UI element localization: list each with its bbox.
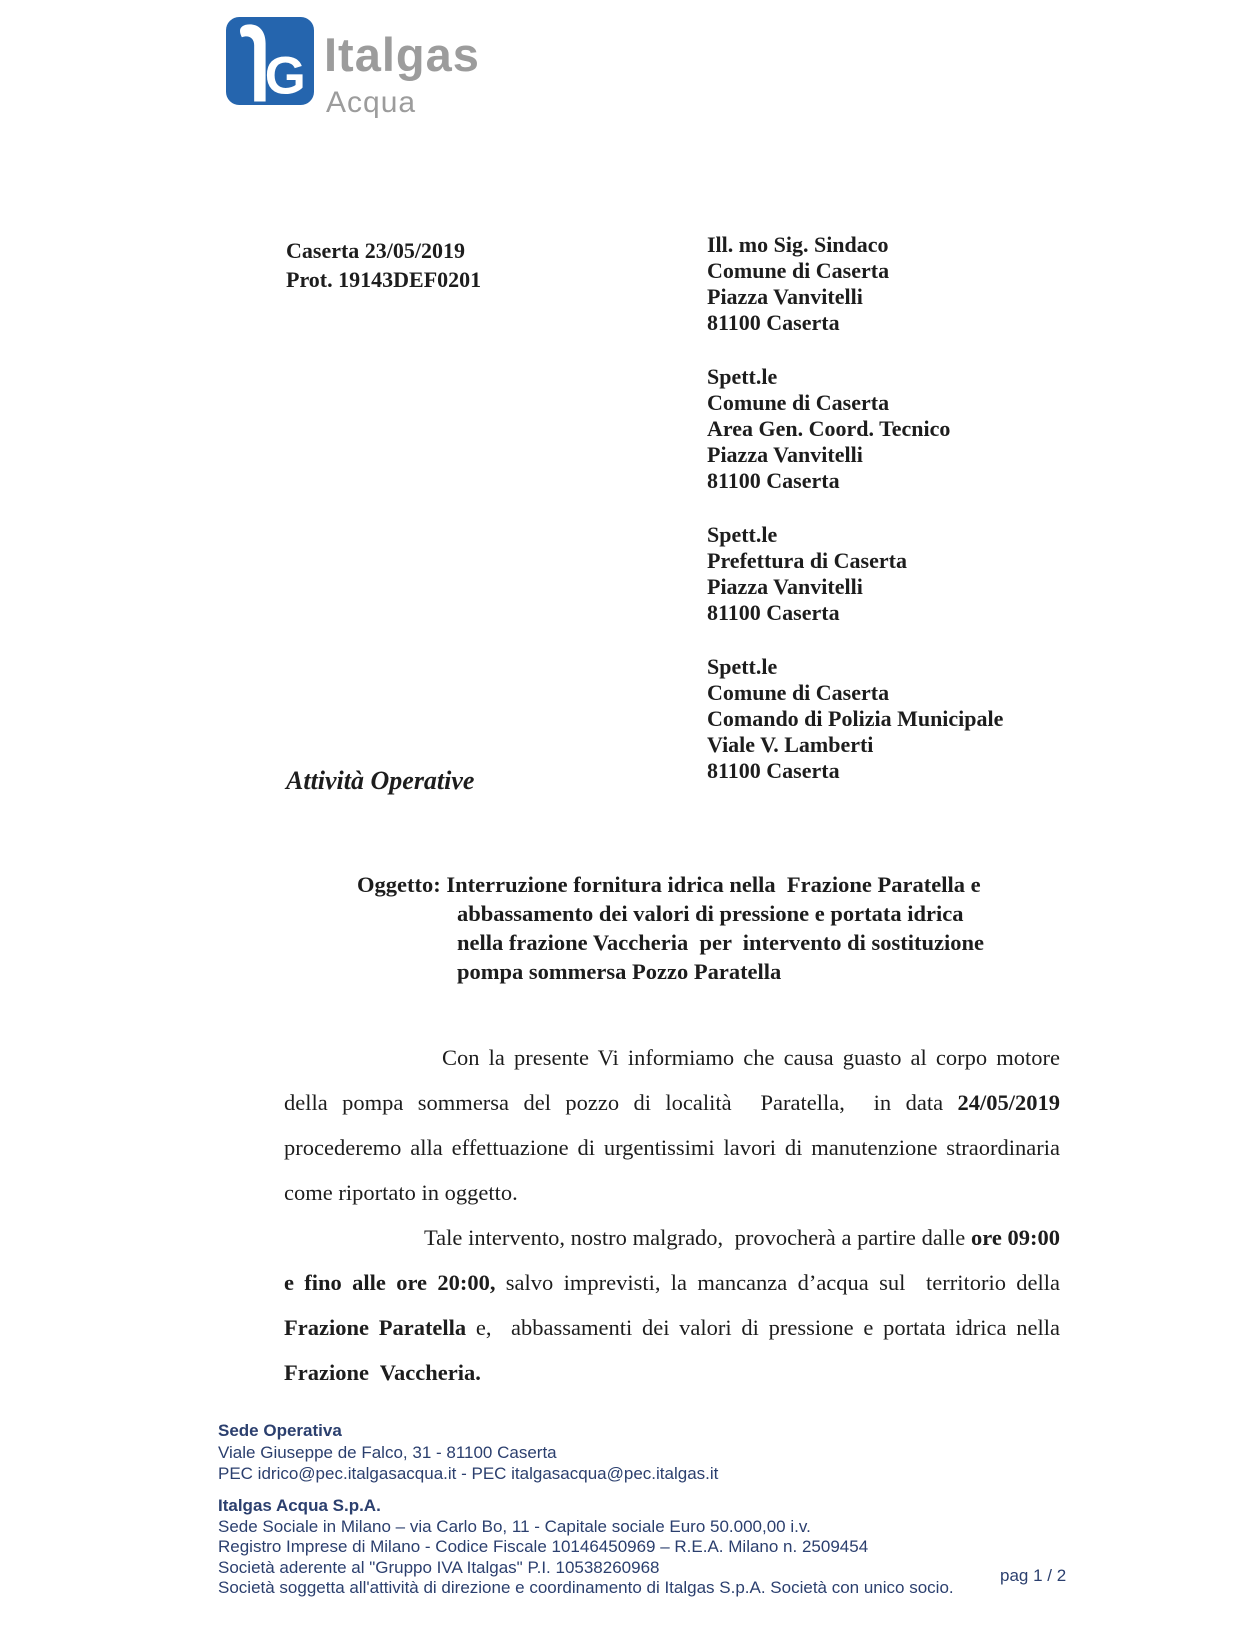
recipient-line: Spett.le: [707, 654, 778, 679]
recipient-line: 81100 Caserta: [707, 310, 840, 335]
recipient-block-polizia-municipale: [707, 654, 1003, 784]
recipient-line: Piazza Vanvitelli: [707, 284, 863, 309]
date-line: Caserta 23/05/2019: [286, 238, 466, 263]
subject-line: pompa sommersa Pozzo Paratella: [457, 959, 782, 984]
recipient-line: Spett.le: [707, 364, 778, 389]
protocol-line: Prot. 19143DEF0201: [286, 267, 482, 292]
recipient-block-area-tecnica: [707, 364, 1003, 494]
logo-wordmark: [324, 16, 480, 120]
recipient-line: Comando di Polizia Municipale: [707, 706, 1004, 731]
footer-sede-operativa: [218, 1420, 718, 1485]
footer-line: Sede Sociale in Milano – via Carlo Bo, 11 - Capitale sociale Euro 50.000,00 i.v.: [218, 1516, 811, 1536]
subject-line: Oggetto: Interruzione fornitura idrica nella Frazione Paratella e: [357, 872, 981, 897]
footer-sede-title: Sede Operativa: [218, 1421, 342, 1440]
subject-block: [357, 870, 984, 986]
footer-sede-lines: [218, 1442, 718, 1485]
recipient-line: Area Gen. Coord. Tecnico: [707, 416, 951, 441]
recipient-block-prefettura: [707, 522, 1003, 626]
footer-line: PEC idrico@pec.italgasacqua.it - PEC italgasacqua@pec.italgas.it: [218, 1464, 719, 1483]
footer-line: Società aderente al "Gruppo IVA Italgas" P.I. 10538260968: [218, 1557, 660, 1577]
footer-company-title: Italgas Acqua S.p.A.: [218, 1496, 381, 1515]
logo-sub-text: Acqua: [326, 86, 417, 119]
recipient-line: Piazza Vanvitelli: [707, 442, 863, 467]
recipient-line: Comune di Caserta: [707, 680, 890, 705]
recipient-line: Spett.le: [707, 522, 778, 547]
recipient-list: [707, 232, 1003, 784]
footer-company-info: [218, 1496, 954, 1599]
recipient-line: Comune di Caserta: [707, 258, 890, 283]
letter-body: [284, 1035, 1072, 1395]
letter-head: [286, 236, 481, 294]
footer-line: Registro Imprese di Milano - Codice Fiscale 10146450969 – R.E.A. Milano n. 2509454: [218, 1537, 869, 1556]
company-logo: [226, 16, 480, 120]
recipient-line: Comune di Caserta: [707, 390, 890, 415]
section-heading: Attività Operative: [286, 766, 475, 795]
recipient-line: 81100 Caserta: [707, 468, 840, 493]
footer-line: Viale Giuseppe de Falco, 31 - 81100 Caserta: [218, 1442, 557, 1462]
page-number: pag 1 / 2: [1000, 1566, 1067, 1585]
logo-monogram-letter: G: [264, 46, 306, 106]
subject-line: nella frazione Vaccheria per intervento di sostituzione: [457, 930, 985, 955]
recipient-line: 81100 Caserta: [707, 758, 840, 783]
recipient-line: 81100 Caserta: [707, 600, 840, 625]
logo-brand-text: Italgas: [324, 28, 480, 81]
recipient-line: Piazza Vanvitelli: [707, 574, 863, 599]
recipient-line: Prefettura di Caserta: [707, 548, 907, 573]
body-paragraph-2: Tale intervento, nostro malgrado, provocherà a partire dalle ore 09:00 e fino alle ore 20:00, salvo imprevisti, la mancanza d’acqua sul territorio della Frazione Paratella e, abbassamenti dei valori di pressione e portata idrica nella Frazione Vaccheria.: [284, 1225, 1072, 1385]
recipient-line: Ill. mo Sig. Sindaco: [707, 232, 889, 257]
italgas-logo-icon: [226, 16, 314, 106]
recipient-line: Viale V. Lamberti: [707, 732, 874, 757]
footer-line: Società soggetta all'attività di direzione e coordinamento di Italgas S.p.A. Società con unico socio.: [218, 1578, 954, 1597]
body-paragraph-1: Con la presente Vi informiamo che causa guasto al corpo motore della pompa sommersa del pozzo di località Paratella, in data 24/05/2019 procederemo alla effettuazione di urgentissimi lavori di manutenzione straordinaria come riportato in oggetto.: [284, 1045, 1066, 1205]
recipient-block-sindaco: [707, 232, 1003, 336]
subject-line: abbassamento dei valori di pressione e portata idrica: [457, 901, 964, 926]
footer-company-lines: [218, 1517, 954, 1599]
